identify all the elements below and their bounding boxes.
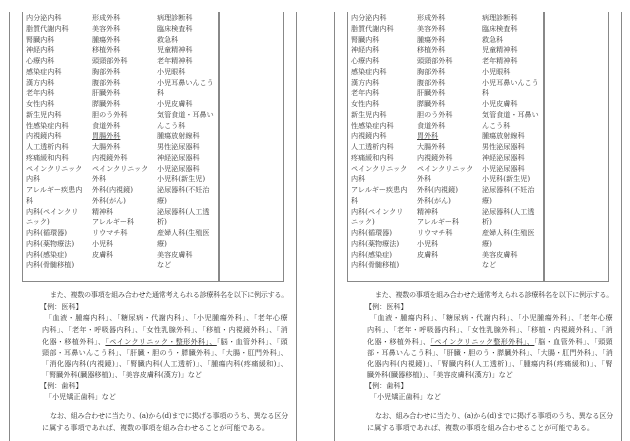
table-cell: 科 — [482, 88, 490, 98]
table-cell: 脂質代謝内科 — [26, 23, 69, 33]
table-cell: リウマチ科 — [92, 228, 128, 237]
table-cell: 科 — [157, 88, 165, 98]
table-cell: 児童精神科 — [157, 45, 193, 55]
table-cell: アレルギー科 — [92, 217, 135, 227]
text-segment: 化器内科(内視鏡)」、「腎臓内科(人工透析)」、「腫瘍内科(疼痛緩和)」、「腎 — [367, 359, 613, 368]
table-cell: 肝臓外科 — [417, 88, 446, 98]
table-cell: ニック) — [26, 217, 50, 227]
table-cell: 臨床検査科 — [157, 23, 193, 33]
table-cell: 老年内科 — [26, 88, 55, 98]
table-cell: 腹部外科 — [92, 77, 121, 87]
table-cell: 内視鏡外科 — [92, 152, 128, 162]
table-cell: 移植外科 — [92, 45, 121, 55]
table-cell: 新生児内科 — [26, 109, 62, 119]
table-cell: 新生児内科 — [351, 109, 387, 119]
page-border-left — [9, 12, 10, 441]
table-cell: 療) — [482, 195, 492, 205]
table-cell: 外科(がん) — [92, 195, 126, 205]
table-cell: 男性泌尿器科 — [482, 142, 525, 151]
table-cell: 腫瘍外科 — [92, 34, 121, 44]
table-cell: 胃腸外科 — [92, 131, 121, 141]
table-cell: 泌尿器科(人工透 — [157, 206, 210, 216]
body-text-line — [367, 325, 613, 334]
table-cell: 外科 — [417, 174, 432, 184]
table-cell: 神経内科 — [26, 45, 55, 55]
text-segment: 化器・移植外科」、 — [42, 337, 106, 346]
table-cell: 胆のう外科 — [417, 109, 453, 119]
table-cell: 析) — [482, 217, 492, 227]
table-cell: アレルギー疾患内 — [351, 185, 408, 194]
table-cell: 救急科 — [157, 34, 179, 44]
body-text-line — [367, 370, 513, 379]
table-cell: 精神科 — [92, 206, 114, 216]
table-cell: 小児科 — [417, 238, 439, 248]
table-cell: 腫瘍外科 — [417, 34, 446, 44]
table-cell: アレルギー科 — [417, 217, 460, 227]
table-cell: 腎臓内科 — [26, 34, 55, 44]
text-segment: なお、組み合わせに当たり、(a)から(d)までに掲げる事項のうち、異なる区分 — [50, 411, 288, 420]
table-cell: アレルギー疾患内 — [26, 185, 83, 194]
table-cell: 心療内科 — [351, 56, 380, 65]
table-border-bottom — [22, 281, 284, 282]
document-page-left — [0, 0, 300, 441]
body-text-line — [365, 381, 408, 390]
body-text-line — [50, 411, 288, 420]
table-cell: 内科(骨髄移植) — [26, 260, 75, 270]
table-border-right — [283, 12, 284, 282]
table-cell: 内科(ペインクリ — [351, 206, 404, 216]
table-cell: 泌尿器科(不妊治 — [482, 185, 535, 194]
table-cell: 疼痛緩和内科 — [26, 152, 69, 162]
table-cell: ペインクリニック — [351, 163, 408, 173]
table-column-divider — [218, 12, 220, 282]
table-cell: 感染症内科 — [351, 66, 387, 76]
table-border-left — [347, 12, 348, 282]
text-segment: また、複数の事項を組み合わせた通常考えられる診療科名を以下に例示する。 — [375, 290, 613, 299]
table-cell: 内科(薬物療法) — [351, 238, 400, 248]
underlined-text: 「ペインクリニック整形外科」、 — [430, 337, 535, 346]
body-text-line — [42, 337, 288, 346]
table-cell: 療) — [157, 238, 167, 248]
table-cell: 腫瘍放射線科 — [157, 131, 200, 141]
table-cell: ペインクリニック — [92, 163, 149, 173]
table-cell: 心療内科 — [26, 56, 55, 65]
table-cell: 美容外科 — [417, 23, 446, 33]
table-cell: 病理診断科 — [157, 13, 193, 22]
table-cell: 美容外科 — [92, 23, 121, 33]
table-cell: 頭頸部外科 — [417, 56, 453, 65]
text-segment: 「血液・腫瘍内科」、「糖尿病・代謝内科」、「小児腫瘍外科」、「老年心療 — [370, 313, 614, 322]
table-cell: 老年精神科 — [482, 56, 518, 65]
body-text-line — [375, 290, 613, 299]
table-cell: 感染症内科 — [26, 66, 62, 76]
table-cell: 脂質代謝内科 — [351, 23, 394, 33]
table-cell: 内科(感染症) — [26, 249, 68, 259]
table-cell: 内科(骨髄移植) — [351, 260, 400, 270]
table-cell: 精神科 — [417, 206, 439, 216]
body-text-line — [367, 337, 613, 346]
table-cell: 移植外科 — [417, 45, 446, 55]
table-column-divider — [543, 12, 545, 282]
table-cell: 科 — [351, 195, 359, 205]
body-text-line — [42, 325, 288, 334]
table-cell: 腎臓内科 — [351, 34, 380, 44]
table-cell: 析) — [157, 217, 167, 227]
table-cell: 美容皮膚科 — [482, 249, 518, 259]
text-segment: また、複数の事項を組み合わせた通常考えられる診療科名を以下に例示する。 — [50, 290, 288, 299]
body-text-line — [365, 302, 408, 311]
table-cell: 形成外科 — [417, 13, 446, 22]
table-cell: 小児科(新生児) — [157, 174, 206, 184]
table-cell: 気管食道・耳鼻い — [482, 109, 539, 119]
table-cell: 外科(内視鏡) — [92, 185, 134, 194]
text-segment: 「小児矯正歯科」など — [370, 392, 441, 401]
table-cell: 胸部外科 — [92, 66, 121, 76]
table-cell: 人工透析内科 — [351, 142, 394, 151]
table-cell: 膵臓外科 — [92, 99, 121, 108]
table-cell: 内科(循環器) — [26, 228, 68, 237]
body-text-line — [375, 411, 613, 420]
table-cell: 男性泌尿器科 — [157, 142, 200, 151]
text-segment: 頸部・耳鼻いんこう科」、「肝臓・胆のう・膵臓外科」、「大腸・肛門外科」、 — [42, 348, 289, 357]
table-cell: 科 — [26, 195, 34, 205]
table-cell: 頭頸部外科 — [92, 56, 128, 65]
text-segment: 【例：医科】 — [40, 302, 83, 311]
text-segment: 「脳・血管外科」、「頭頸 — [534, 337, 613, 346]
table-cell: 気管食道・耳鼻い — [157, 109, 214, 119]
table-cell: ペインクリニック — [417, 163, 474, 173]
table-cell: 膵臓外科 — [417, 99, 446, 108]
table-cell: 泌尿器科(不妊治 — [157, 185, 210, 194]
table-cell: 大腸外科 — [417, 142, 446, 151]
body-text-line — [367, 423, 594, 432]
table-cell: 産婦人科(生殖医 — [482, 228, 535, 237]
underlined-text: 「ペインクリニック・整形外科」、 — [105, 337, 217, 346]
document-page-right — [325, 0, 625, 441]
table-cell: 小児泌尿器科 — [157, 163, 200, 173]
table-cell: 皮膚科 — [417, 249, 439, 259]
table-cell: 人工透析内科 — [26, 142, 69, 151]
table-cell: 神経泌尿器科 — [482, 152, 525, 162]
text-segment: に属する事項であれば、複数の事項を組み合わせることが可能である。 — [367, 423, 594, 432]
table-cell: 小児泌尿器科 — [482, 163, 525, 173]
table-cell: 大腸外科 — [92, 142, 121, 151]
table-cell: 小児耳鼻いんこう — [482, 77, 539, 87]
text-segment: 化器・移植外科」、 — [367, 337, 431, 346]
table-cell: 内科 — [351, 174, 366, 184]
page-border-right — [296, 12, 297, 441]
table-cell: など — [482, 260, 497, 270]
table-cell: 胸部外科 — [417, 66, 446, 76]
body-text-line — [50, 290, 288, 299]
text-segment: 「脳・血管外科」、「頭 — [216, 337, 288, 346]
table-cell: 内分泌内科 — [26, 13, 62, 22]
table-cell: 内視鏡内科 — [351, 131, 387, 141]
body-text-line — [40, 302, 83, 311]
table-cell: 肝臓外科 — [92, 88, 121, 98]
text-segment: 【例：歯科】 — [40, 381, 83, 390]
table-cell: など — [157, 260, 172, 270]
body-text-line — [370, 313, 613, 322]
text-segment: 「血液・腫瘍内科」、「糖尿病・代謝内科」、「小児腫瘍外科」、「老年心療 — [45, 313, 289, 322]
body-text-line — [42, 348, 288, 357]
table-cell: 外科(内視鏡) — [417, 185, 459, 194]
table-cell: 外科(がん) — [417, 195, 451, 205]
table-cell: 小児眼科 — [482, 66, 511, 76]
table-cell: 内視鏡内科 — [26, 131, 62, 141]
table-cell: 救急科 — [482, 34, 504, 44]
text-segment: 部・耳鼻いんこう科」、「肝臓・胆のう・膵臓外科」、「大腸・肛門外科」、「消 — [367, 348, 613, 357]
text-segment: 「消化器内科(内視鏡)」、「腎臓内科(人工透析)」、「腫瘍内科(疼痛緩和)」、 — [42, 359, 289, 368]
table-cell: 小児科 — [92, 238, 114, 248]
table-border-bottom — [347, 281, 609, 282]
text-segment: 「小児矯正歯科」など — [45, 392, 116, 401]
table-cell: 神経泌尿器科 — [157, 152, 200, 162]
table-border-right — [608, 12, 609, 282]
table-cell: 臨床検査科 — [482, 23, 518, 33]
text-segment: 内科」、「老年・呼吸器内科」、「女性乳腺外科」、「移植・内視鏡外科」、「消 — [367, 325, 613, 334]
text-segment: に属する事項であれば、複数の事項を組み合わせることが可能である。 — [42, 423, 269, 432]
body-text-line — [45, 392, 116, 401]
page-border-right — [621, 12, 622, 441]
body-text-line — [45, 313, 288, 322]
text-segment: 【例：医科】 — [365, 302, 408, 311]
table-cell: 女性内科 — [351, 99, 380, 108]
table-cell: 形成外科 — [92, 13, 121, 22]
table-cell: 腹部外科 — [417, 77, 446, 87]
table-cell: 胆のう外科 — [92, 109, 128, 119]
table-cell: 性感染症内科 — [26, 120, 69, 130]
page-border-left — [334, 12, 335, 441]
table-cell: 美容皮膚科 — [157, 249, 193, 259]
table-cell: 小児耳鼻いんこう — [157, 77, 214, 87]
table-cell: 小児科(新生児) — [482, 174, 531, 184]
table-cell: 内科(循環器) — [351, 228, 393, 237]
body-text-line — [367, 359, 613, 368]
table-cell: 老年内科 — [351, 88, 380, 98]
table-cell: 療) — [482, 238, 492, 248]
table-cell: 小児皮膚科 — [157, 99, 193, 108]
table-cell: 小児皮膚科 — [482, 99, 518, 108]
table-cell: んこう科 — [482, 120, 511, 130]
table-cell: 胃外科 — [417, 131, 439, 141]
table-cell: 腫瘍放射線科 — [482, 131, 525, 141]
text-segment: 【例：歯科】 — [365, 381, 408, 390]
body-text-line — [42, 370, 202, 379]
table-cell: 外科 — [92, 174, 107, 184]
table-cell: 性感染症内科 — [351, 120, 394, 130]
text-segment: 「腎臓外科(臓器移植)」、「美容皮膚科(漢方)」など — [42, 370, 203, 379]
body-text-line — [42, 423, 269, 432]
table-cell: 内科 — [26, 174, 41, 184]
table-cell: 児童精神科 — [482, 45, 518, 55]
table-cell: 小児眼科 — [157, 66, 186, 76]
body-text-line — [42, 359, 288, 368]
table-cell: 内科(薬物療法) — [26, 238, 75, 248]
table-cell: 漢方内科 — [351, 77, 380, 87]
table-cell: 病理診断科 — [482, 13, 518, 22]
table-cell: 内分泌内科 — [351, 13, 387, 22]
table-cell: 食道外科 — [92, 120, 121, 130]
body-text-line — [367, 348, 613, 357]
table-cell: 内視鏡外科 — [417, 152, 453, 162]
table-cell: 療) — [157, 195, 167, 205]
table-cell: 内科(感染症) — [351, 249, 393, 259]
body-text-line — [370, 392, 441, 401]
text-segment: 内科」、「老年・呼吸器内科」、「女性乳腺外科」、「移植・内視鏡外科」、「消 — [42, 325, 288, 334]
table-cell: 女性内科 — [26, 99, 55, 108]
table-cell: 内科(ペインクリ — [26, 206, 79, 216]
table-cell: ニック) — [351, 217, 375, 227]
table-cell: 皮膚科 — [92, 249, 114, 259]
table-cell: んこう科 — [157, 120, 186, 130]
text-segment: なお、組み合わせに当たり、(a)から(d)までに掲げる事項のうち、異なる区分 — [375, 411, 613, 420]
table-cell: 漢方内科 — [26, 77, 55, 87]
table-cell: 老年精神科 — [157, 56, 193, 65]
table-cell: 泌尿器科(人工透 — [482, 206, 535, 216]
table-cell: 疼痛緩和内科 — [351, 152, 394, 162]
table-cell: 神経内科 — [351, 45, 380, 55]
table-cell: 産婦人科(生殖医 — [157, 228, 210, 237]
text-segment: 臓外科(臓器移植)」、「美容皮膚科(漢方)」など — [367, 370, 513, 379]
table-cell: ペインクリニック — [26, 163, 83, 173]
body-text-line — [40, 381, 83, 390]
table-cell: リウマチ科 — [417, 228, 453, 237]
table-border-left — [22, 12, 23, 282]
table-cell: 食道外科 — [417, 120, 446, 130]
